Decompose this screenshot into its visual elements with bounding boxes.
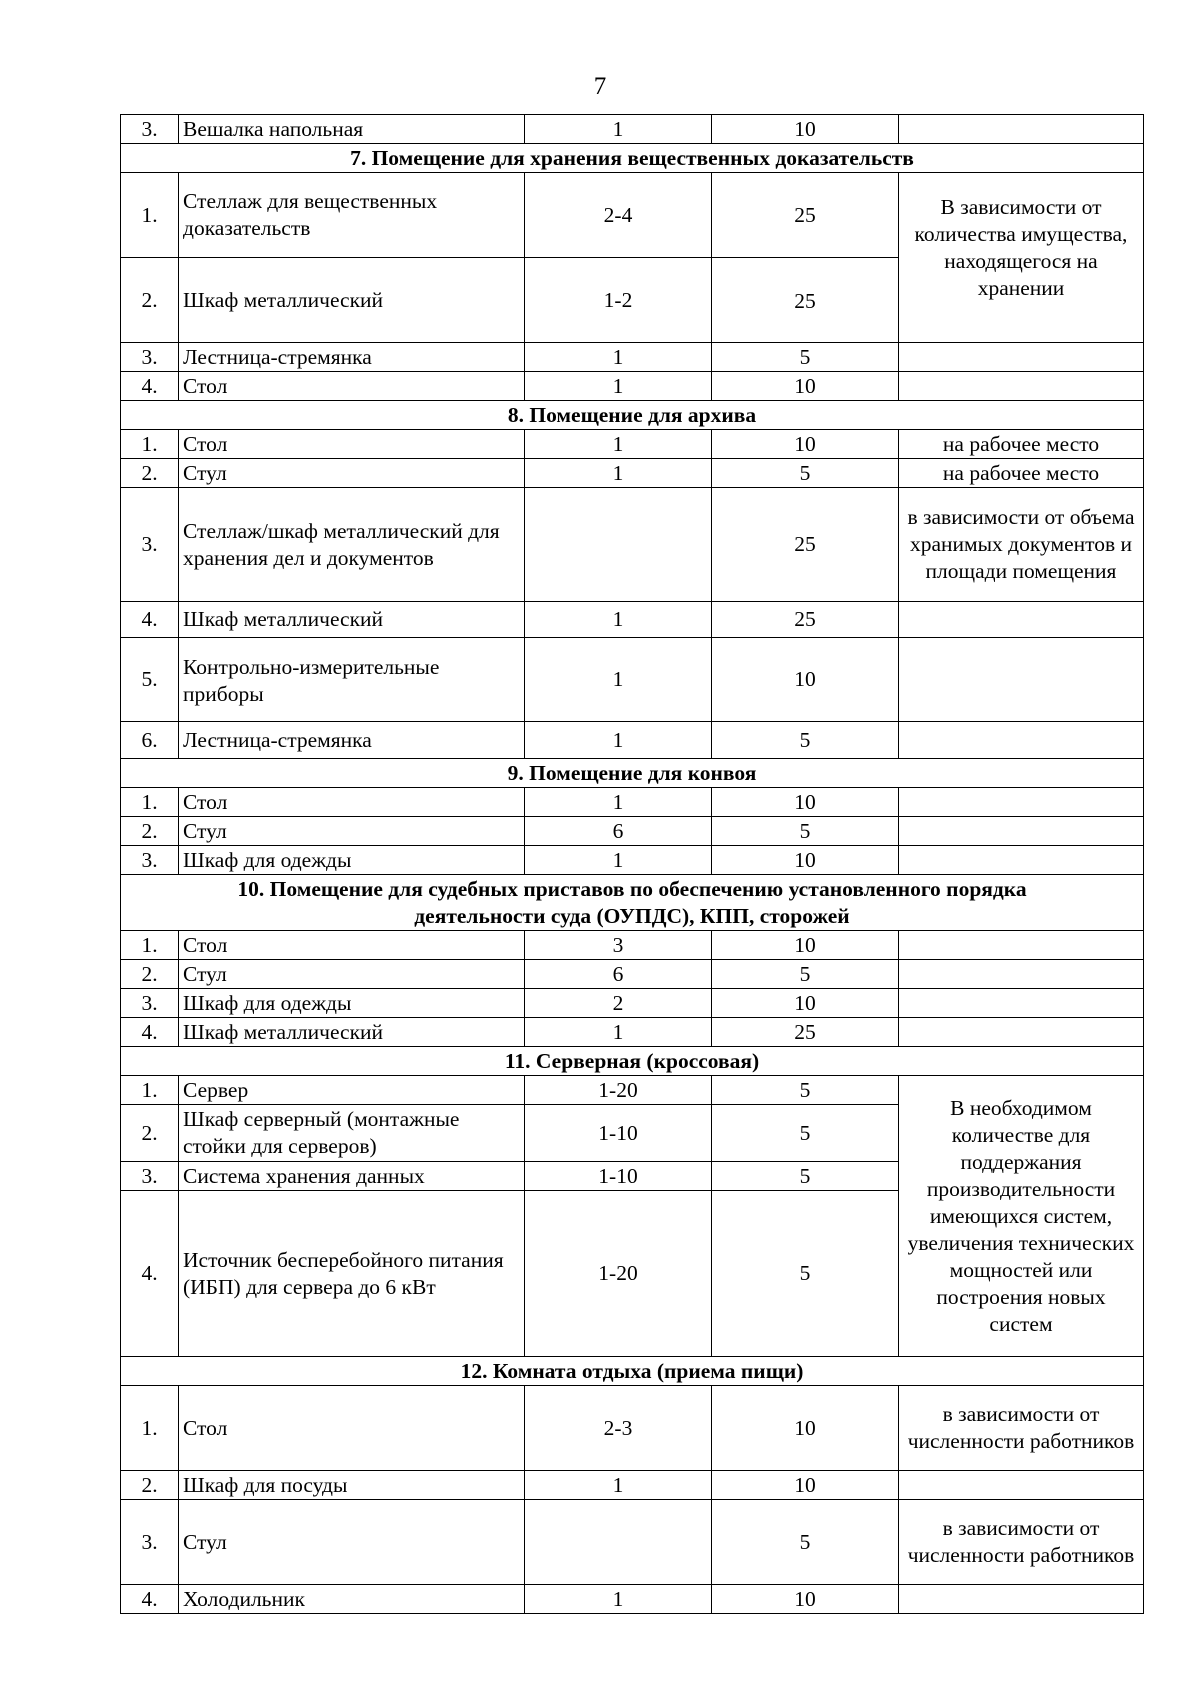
item-service-years: 10 bbox=[712, 1471, 899, 1500]
item-note bbox=[899, 343, 1144, 372]
section-header-row bbox=[121, 1047, 1144, 1076]
page-number: 7 bbox=[593, 73, 607, 100]
table-row bbox=[121, 1076, 1144, 1105]
item-note bbox=[899, 638, 1144, 722]
item-service-years: 25 bbox=[712, 602, 899, 638]
item-service-years: 5 bbox=[712, 343, 899, 372]
item-name: Стол bbox=[179, 931, 525, 960]
item-quantity: 1 bbox=[525, 846, 712, 875]
item-quantity: 1 bbox=[525, 115, 712, 144]
item-service-years: 5 bbox=[712, 1076, 899, 1105]
table-row bbox=[121, 430, 1144, 459]
item-service-years: 10 bbox=[712, 638, 899, 722]
item-service-years: 10 bbox=[712, 115, 899, 144]
item-service-years: 10 bbox=[712, 1386, 899, 1471]
table-row bbox=[121, 602, 1144, 638]
item-name: Шкаф для одежды bbox=[179, 846, 525, 875]
section-title-line-2: деятельности суда (ОУПДС), КПП, сторожей bbox=[414, 903, 850, 928]
item-quantity: 2 bbox=[525, 989, 712, 1018]
row-number: 5. bbox=[121, 638, 179, 722]
item-service-years: 10 bbox=[712, 846, 899, 875]
table-row bbox=[121, 173, 1144, 258]
table-row bbox=[121, 488, 1144, 602]
item-service-years: 10 bbox=[712, 989, 899, 1018]
item-note bbox=[899, 1018, 1144, 1047]
item-quantity: 1 bbox=[525, 372, 712, 401]
item-service-years: 5 bbox=[712, 960, 899, 989]
item-service-years: 5 bbox=[712, 1191, 899, 1357]
item-service-years: 5 bbox=[712, 1500, 899, 1585]
item-name: Шкаф металлический bbox=[179, 258, 525, 343]
item-name: Стеллаж для вещественных доказательств bbox=[179, 173, 525, 258]
item-quantity: 2-3 bbox=[525, 1386, 712, 1471]
row-number: 3. bbox=[121, 488, 179, 602]
item-name: Стол bbox=[179, 372, 525, 401]
row-number: 2. bbox=[121, 817, 179, 846]
row-number: 6. bbox=[121, 722, 179, 759]
table-row bbox=[121, 372, 1144, 401]
item-quantity bbox=[525, 1500, 712, 1585]
table-row bbox=[121, 638, 1144, 722]
item-name: Стул bbox=[179, 817, 525, 846]
row-number: 3. bbox=[121, 115, 179, 144]
section-title-line-1: 10. Помещение для судебных приставов по обеспечению установленного порядка bbox=[237, 876, 1027, 901]
row-number: 3. bbox=[121, 989, 179, 1018]
item-note bbox=[899, 989, 1144, 1018]
item-name: Лестница-стремянка bbox=[179, 343, 525, 372]
equipment-table bbox=[120, 114, 1144, 1614]
section-header-row bbox=[121, 875, 1144, 931]
item-note bbox=[899, 602, 1144, 638]
item-quantity: 2-4 bbox=[525, 173, 712, 258]
item-quantity: 1 bbox=[525, 788, 712, 817]
item-quantity: 1-10 bbox=[525, 1105, 712, 1162]
item-name: Источник бесперебойного питания (ИБП) для сервера до 6 кВт bbox=[179, 1191, 525, 1357]
table-row bbox=[121, 788, 1144, 817]
table-row bbox=[121, 960, 1144, 989]
table-row bbox=[121, 722, 1144, 759]
item-note bbox=[899, 817, 1144, 846]
item-name: Система хранения данных bbox=[179, 1162, 525, 1191]
item-name: Стол bbox=[179, 788, 525, 817]
item-name: Стул bbox=[179, 459, 525, 488]
row-number: 4. bbox=[121, 1191, 179, 1357]
row-number: 3. bbox=[121, 343, 179, 372]
item-name: Стол bbox=[179, 430, 525, 459]
item-name: Стул bbox=[179, 960, 525, 989]
table-row bbox=[121, 1386, 1144, 1471]
table-row bbox=[121, 1585, 1144, 1614]
item-note: В зависимости от количества имущества, находящегося на хранении bbox=[899, 173, 1144, 343]
table-row bbox=[121, 817, 1144, 846]
row-number: 1. bbox=[121, 1386, 179, 1471]
row-number: 1. bbox=[121, 931, 179, 960]
section-header-row bbox=[121, 401, 1144, 430]
item-name: Шкаф для одежды bbox=[179, 989, 525, 1018]
section-header-row bbox=[121, 759, 1144, 788]
item-service-years: 5 bbox=[712, 1162, 899, 1191]
item-quantity: 1 bbox=[525, 459, 712, 488]
row-number: 4. bbox=[121, 1585, 179, 1614]
item-quantity: 1 bbox=[525, 602, 712, 638]
item-service-years: 5 bbox=[712, 459, 899, 488]
item-quantity: 6 bbox=[525, 960, 712, 989]
item-service-years: 5 bbox=[712, 1105, 899, 1162]
item-service-years: 25 bbox=[712, 258, 899, 343]
item-note bbox=[899, 788, 1144, 817]
item-service-years: 10 bbox=[712, 1585, 899, 1614]
row-number: 1. bbox=[121, 173, 179, 258]
item-service-years: 10 bbox=[712, 931, 899, 960]
item-note: на рабочее место bbox=[899, 430, 1144, 459]
item-name: Стеллаж/шкаф металлический для хранения дел и документов bbox=[179, 488, 525, 602]
section-title: 8. Помещение для архива bbox=[121, 401, 1144, 430]
item-note bbox=[899, 960, 1144, 989]
row-number: 3. bbox=[121, 1500, 179, 1585]
row-number: 2. bbox=[121, 459, 179, 488]
item-service-years: 10 bbox=[712, 372, 899, 401]
table-row bbox=[121, 1471, 1144, 1500]
item-note bbox=[899, 115, 1144, 144]
row-number: 2. bbox=[121, 960, 179, 989]
row-number: 3. bbox=[121, 846, 179, 875]
item-note bbox=[899, 931, 1144, 960]
item-name: Стол bbox=[179, 1386, 525, 1471]
item-note bbox=[899, 1471, 1144, 1500]
item-name: Сервер bbox=[179, 1076, 525, 1105]
item-note: на рабочее место bbox=[899, 459, 1144, 488]
item-service-years: 25 bbox=[712, 173, 899, 258]
row-number: 4. bbox=[121, 602, 179, 638]
section-title: 7. Помещение для хранения вещественных доказательств bbox=[121, 144, 1144, 173]
item-service-years: 10 bbox=[712, 430, 899, 459]
item-name: Шкаф металлический bbox=[179, 1018, 525, 1047]
item-note: в зависимости от объема хранимых документов и площади помещения bbox=[899, 488, 1144, 602]
item-quantity: 3 bbox=[525, 931, 712, 960]
row-number: 2. bbox=[121, 258, 179, 343]
table-row bbox=[121, 846, 1144, 875]
section-header-row bbox=[121, 1357, 1144, 1386]
item-note bbox=[899, 1585, 1144, 1614]
item-note bbox=[899, 846, 1144, 875]
item-name: Шкаф серверный (монтажные стойки для серверов) bbox=[179, 1105, 525, 1162]
item-note: в зависимости от численности работников bbox=[899, 1500, 1144, 1585]
row-number: 4. bbox=[121, 1018, 179, 1047]
item-quantity: 1-20 bbox=[525, 1191, 712, 1357]
row-number: 3. bbox=[121, 1162, 179, 1191]
row-number: 1. bbox=[121, 1076, 179, 1105]
item-note: В необходимом количестве для поддержания производительности имеющихся систем, увеличения технических мощностей или построения новых систем bbox=[899, 1076, 1144, 1357]
table-row bbox=[121, 1500, 1144, 1585]
item-name: Контрольно-измерительные приборы bbox=[179, 638, 525, 722]
item-quantity: 1 bbox=[525, 343, 712, 372]
row-number: 2. bbox=[121, 1471, 179, 1500]
table-row bbox=[121, 1018, 1144, 1047]
item-quantity: 1 bbox=[525, 722, 712, 759]
item-service-years: 25 bbox=[712, 488, 899, 602]
item-quantity: 6 bbox=[525, 817, 712, 846]
row-number: 1. bbox=[121, 430, 179, 459]
table-row bbox=[121, 115, 1144, 144]
row-number: 4. bbox=[121, 372, 179, 401]
table-row bbox=[121, 931, 1144, 960]
item-quantity bbox=[525, 488, 712, 602]
item-name: Холодильник bbox=[179, 1585, 525, 1614]
item-note: в зависимости от численности работников bbox=[899, 1386, 1144, 1471]
table-row bbox=[121, 989, 1144, 1018]
item-quantity: 1 bbox=[525, 1471, 712, 1500]
item-service-years: 5 bbox=[712, 722, 899, 759]
item-quantity: 1 bbox=[525, 1018, 712, 1047]
item-quantity: 1 bbox=[525, 638, 712, 722]
section-title: 9. Помещение для конвоя bbox=[121, 759, 1144, 788]
item-quantity: 1-2 bbox=[525, 258, 712, 343]
item-quantity: 1 bbox=[525, 430, 712, 459]
section-header-row bbox=[121, 144, 1144, 173]
item-service-years: 25 bbox=[712, 1018, 899, 1047]
item-name: Вешалка напольная bbox=[179, 115, 525, 144]
item-quantity: 1 bbox=[525, 1585, 712, 1614]
item-quantity: 1-20 bbox=[525, 1076, 712, 1105]
item-name: Лестница-стремянка bbox=[179, 722, 525, 759]
item-service-years: 10 bbox=[712, 788, 899, 817]
section-title: 11. Серверная (кроссовая) bbox=[121, 1047, 1144, 1076]
row-number: 2. bbox=[121, 1105, 179, 1162]
item-name: Шкаф металлический bbox=[179, 602, 525, 638]
item-name: Стул bbox=[179, 1500, 525, 1585]
item-quantity: 1-10 bbox=[525, 1162, 712, 1191]
table-row bbox=[121, 343, 1144, 372]
item-service-years: 5 bbox=[712, 817, 899, 846]
table-row bbox=[121, 459, 1144, 488]
item-note bbox=[899, 722, 1144, 759]
section-title bbox=[121, 875, 1144, 931]
item-name: Шкаф для посуды bbox=[179, 1471, 525, 1500]
row-number: 1. bbox=[121, 788, 179, 817]
item-note bbox=[899, 372, 1144, 401]
section-title: 12. Комната отдыха (приема пищи) bbox=[121, 1357, 1144, 1386]
